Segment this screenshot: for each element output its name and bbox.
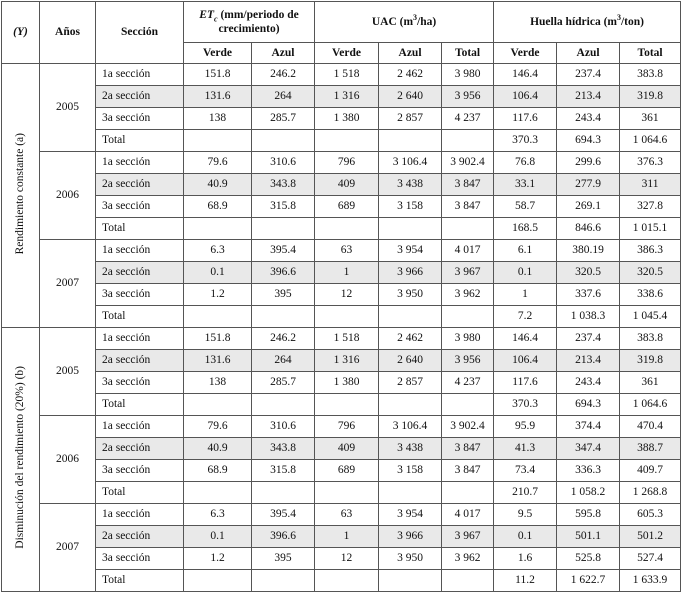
et-verde-cell: 1.2 — [184, 284, 252, 306]
empty-cell — [442, 306, 494, 328]
hh-azul-cell: 269.1 — [557, 196, 620, 218]
et-verde-cell: 0.1 — [184, 526, 252, 548]
section-cell: 2a sección — [96, 438, 184, 460]
section-cell: 1a sección — [96, 416, 184, 438]
hh-azul-cell: 595.8 — [557, 504, 620, 526]
uac-total-cell: 3 967 — [442, 526, 494, 548]
et-verde-cell: 40.9 — [184, 438, 252, 460]
etc-unit: (mm/periodo de crecimiento) — [217, 9, 299, 35]
section-cell: 1a sección — [96, 504, 184, 526]
et-verde-cell: 1.2 — [184, 548, 252, 570]
et-azul-cell: 246.2 — [252, 64, 315, 86]
uac-verde-cell: 796 — [315, 152, 379, 174]
section-cell: 3a sección — [96, 460, 184, 482]
table-row — [2, 416, 681, 438]
uac-azul-cell: 2 640 — [379, 86, 442, 108]
empty-cell — [315, 482, 379, 504]
et-verde-cell: 151.8 — [184, 64, 252, 86]
total-label: Total — [96, 218, 184, 240]
etc-column-header — [184, 2, 315, 43]
et-azul-cell: 285.7 — [252, 108, 315, 130]
uac-total-cell: 3 967 — [442, 262, 494, 284]
section-cell: 3a sección — [96, 108, 184, 130]
section-cell: 3a sección — [96, 284, 184, 306]
table-row — [2, 526, 681, 548]
hh-azul-header: Azul — [557, 43, 620, 64]
total-hh-verde-cell: 168.5 — [494, 218, 557, 240]
uac-azul-header: Azul — [379, 43, 442, 64]
table-row — [2, 64, 681, 86]
empty-cell — [252, 482, 315, 504]
uac-verde-cell: 1 518 — [315, 328, 379, 350]
hh-azul-cell: 374.4 — [557, 416, 620, 438]
hh-total-cell: 361 — [620, 372, 681, 394]
hh-total-header: Total — [620, 43, 681, 64]
empty-cell — [184, 306, 252, 328]
total-hh-azul-cell: 694.3 — [557, 394, 620, 416]
scenario-label: Disminución del rendimiento (20%) (b) — [14, 366, 26, 549]
uac-azul-cell: 2 857 — [379, 108, 442, 130]
hh-verde-cell: 58.7 — [494, 196, 557, 218]
et-verde-cell: 6.3 — [184, 504, 252, 526]
hh-azul-cell: 237.4 — [557, 64, 620, 86]
year-cell: 2007 — [40, 240, 96, 328]
et-azul-cell: 396.6 — [252, 262, 315, 284]
et-azul-cell: 264 — [252, 86, 315, 108]
empty-cell — [315, 570, 379, 592]
empty-cell — [442, 130, 494, 152]
uac-azul-cell: 3 106.4 — [379, 416, 442, 438]
et-azul-cell: 396.6 — [252, 526, 315, 548]
total-label: Total — [96, 130, 184, 152]
total-row — [2, 130, 681, 152]
hh-prefix: Huella hídrica (m — [530, 15, 617, 28]
total-label: Total — [96, 482, 184, 504]
hh-total-cell: 376.3 — [620, 152, 681, 174]
hh-superscript: 3 — [616, 12, 621, 22]
total-label: Total — [96, 394, 184, 416]
water-footprint-table — [1, 1, 681, 592]
uac-verde-cell: 796 — [315, 416, 379, 438]
empty-cell — [252, 570, 315, 592]
section-cell: 1a sección — [96, 240, 184, 262]
et-azul-cell: 395.4 — [252, 504, 315, 526]
scenario-label-cell — [2, 64, 40, 328]
uac-azul-cell: 3 966 — [379, 262, 442, 284]
uac-total-cell: 3 980 — [442, 64, 494, 86]
uac-azul-cell: 3 158 — [379, 460, 442, 482]
header-row-1 — [2, 2, 681, 43]
et-azul-cell: 310.6 — [252, 152, 315, 174]
empty-cell — [379, 130, 442, 152]
et-azul-cell: 395 — [252, 284, 315, 306]
etc-azul-header: Azul — [252, 43, 315, 64]
y-column-label: (Y) — [13, 26, 28, 38]
total-hh-total-cell: 1 045.4 — [620, 306, 681, 328]
total-hh-azul-cell: 846.6 — [557, 218, 620, 240]
scenario-label: Rendimiento constante (a) — [14, 132, 26, 255]
hh-suffix: /ton) — [620, 15, 644, 28]
table-row — [2, 438, 681, 460]
et-azul-cell: 310.6 — [252, 416, 315, 438]
total-hh-verde-cell: 11.2 — [494, 570, 557, 592]
hh-total-cell: 388.7 — [620, 438, 681, 460]
total-hh-verde-cell: 370.3 — [494, 394, 557, 416]
etc-verde-header: Verde — [184, 43, 252, 64]
uac-verde-cell: 1 518 — [315, 64, 379, 86]
uac-total-cell: 3 902.4 — [442, 152, 494, 174]
table-row — [2, 240, 681, 262]
hh-azul-cell: 337.6 — [557, 284, 620, 306]
section-cell: 3a sección — [96, 548, 184, 570]
empty-cell — [442, 218, 494, 240]
empty-cell — [442, 482, 494, 504]
total-hh-total-cell: 1 064.6 — [620, 130, 681, 152]
hh-azul-cell: 237.4 — [557, 328, 620, 350]
section-cell: 2a sección — [96, 350, 184, 372]
table-row — [2, 152, 681, 174]
et-azul-cell: 315.8 — [252, 460, 315, 482]
uac-azul-cell: 2 640 — [379, 350, 442, 372]
uac-azul-cell: 3 438 — [379, 438, 442, 460]
uac-verde-cell: 1 380 — [315, 372, 379, 394]
hh-total-cell: 470.4 — [620, 416, 681, 438]
empty-cell — [252, 130, 315, 152]
uac-azul-cell: 3 954 — [379, 504, 442, 526]
section-cell: 2a sección — [96, 526, 184, 548]
total-hh-total-cell: 1 633.9 — [620, 570, 681, 592]
year-cell: 2005 — [40, 64, 96, 152]
section-cell: 2a sección — [96, 262, 184, 284]
hh-verde-cell: 117.6 — [494, 108, 557, 130]
total-hh-verde-cell: 370.3 — [494, 130, 557, 152]
empty-cell — [184, 130, 252, 152]
uac-azul-cell: 2 462 — [379, 64, 442, 86]
uac-verde-cell: 12 — [315, 284, 379, 306]
uac-total-cell: 3 962 — [442, 284, 494, 306]
uac-column-header — [315, 2, 494, 43]
et-verde-cell: 131.6 — [184, 350, 252, 372]
hh-verde-cell: 146.4 — [494, 328, 557, 350]
section-cell: 2a sección — [96, 174, 184, 196]
hh-total-cell: 383.8 — [620, 64, 681, 86]
hh-total-cell: 311 — [620, 174, 681, 196]
table-row — [2, 86, 681, 108]
empty-cell — [379, 394, 442, 416]
uac-verde-cell: 409 — [315, 174, 379, 196]
hh-total-cell: 605.3 — [620, 504, 681, 526]
uac-suffix: /ha) — [417, 15, 437, 28]
hh-azul-cell: 277.9 — [557, 174, 620, 196]
uac-verde-cell: 689 — [315, 460, 379, 482]
total-hh-azul-cell: 694.3 — [557, 130, 620, 152]
uac-azul-cell: 3 966 — [379, 526, 442, 548]
hh-verde-cell: 0.1 — [494, 262, 557, 284]
etc-symbol: ET — [199, 9, 214, 21]
water-footprint-column-header — [494, 2, 681, 43]
empty-cell — [315, 394, 379, 416]
total-hh-azul-cell: 1 038.3 — [557, 306, 620, 328]
uac-verde-cell: 63 — [315, 504, 379, 526]
hh-verde-cell: 146.4 — [494, 64, 557, 86]
et-azul-cell: 246.2 — [252, 328, 315, 350]
section-column-header: Sección — [96, 2, 184, 64]
uac-total-cell: 3 980 — [442, 328, 494, 350]
hh-total-cell: 409.7 — [620, 460, 681, 482]
empty-cell — [184, 570, 252, 592]
uac-azul-cell: 3 954 — [379, 240, 442, 262]
hh-verde-cell: 33.1 — [494, 174, 557, 196]
et-azul-cell: 343.8 — [252, 174, 315, 196]
year-cell: 2006 — [40, 416, 96, 504]
hh-total-cell: 319.8 — [620, 86, 681, 108]
uac-total-cell: 3 847 — [442, 174, 494, 196]
table-row — [2, 262, 681, 284]
total-row — [2, 394, 681, 416]
empty-cell — [252, 218, 315, 240]
y-column-header — [2, 2, 40, 64]
table-row — [2, 372, 681, 394]
total-hh-azul-cell: 1 622.7 — [557, 570, 620, 592]
uac-azul-cell: 3 950 — [379, 548, 442, 570]
hh-total-cell: 327.8 — [620, 196, 681, 218]
hh-azul-cell: 299.6 — [557, 152, 620, 174]
uac-verde-cell: 1 316 — [315, 86, 379, 108]
uac-azul-cell: 3 950 — [379, 284, 442, 306]
empty-cell — [315, 130, 379, 152]
hh-azul-cell: 213.4 — [557, 350, 620, 372]
table-row — [2, 174, 681, 196]
scenario-label-cell — [2, 328, 40, 592]
table-row — [2, 504, 681, 526]
uac-total-cell: 3 956 — [442, 350, 494, 372]
uac-total-cell: 3 956 — [442, 86, 494, 108]
total-hh-azul-cell: 1 058.2 — [557, 482, 620, 504]
et-azul-cell: 264 — [252, 350, 315, 372]
empty-cell — [315, 306, 379, 328]
hh-verde-cell: 73.4 — [494, 460, 557, 482]
section-cell: 3a sección — [96, 372, 184, 394]
uac-azul-cell: 3 106.4 — [379, 152, 442, 174]
hh-verde-cell: 117.6 — [494, 372, 557, 394]
uac-total-header: Total — [442, 43, 494, 64]
uac-total-cell: 3 847 — [442, 460, 494, 482]
et-azul-cell: 395.4 — [252, 240, 315, 262]
hh-total-cell: 527.4 — [620, 548, 681, 570]
section-cell: 1a sección — [96, 328, 184, 350]
hh-azul-cell: 213.4 — [557, 86, 620, 108]
hh-verde-cell: 76.8 — [494, 152, 557, 174]
et-azul-cell: 315.8 — [252, 196, 315, 218]
uac-total-cell: 3 847 — [442, 438, 494, 460]
year-cell: 2007 — [40, 504, 96, 592]
hh-verde-header: Verde — [494, 43, 557, 64]
section-cell: 1a sección — [96, 64, 184, 86]
total-hh-verde-cell: 7.2 — [494, 306, 557, 328]
total-label: Total — [96, 306, 184, 328]
table-row — [2, 328, 681, 350]
empty-cell — [379, 306, 442, 328]
hh-total-cell: 338.6 — [620, 284, 681, 306]
empty-cell — [252, 394, 315, 416]
uac-prefix: UAC (m — [371, 15, 414, 28]
empty-cell — [252, 306, 315, 328]
hh-total-cell: 320.5 — [620, 262, 681, 284]
et-azul-cell: 343.8 — [252, 438, 315, 460]
et-verde-cell: 68.9 — [184, 460, 252, 482]
hh-azul-cell: 243.4 — [557, 108, 620, 130]
hh-verde-cell: 95.9 — [494, 416, 557, 438]
uac-azul-cell: 3 438 — [379, 174, 442, 196]
uac-azul-cell: 3 158 — [379, 196, 442, 218]
empty-cell — [184, 482, 252, 504]
empty-cell — [184, 218, 252, 240]
uac-total-cell: 3 902.4 — [442, 416, 494, 438]
uac-verde-cell: 409 — [315, 438, 379, 460]
et-verde-cell: 0.1 — [184, 262, 252, 284]
table-row — [2, 460, 681, 482]
empty-cell — [184, 394, 252, 416]
uac-verde-cell: 12 — [315, 548, 379, 570]
years-column-header: Años — [40, 2, 96, 64]
table-body — [2, 64, 681, 592]
total-label: Total — [96, 570, 184, 592]
et-verde-cell: 138 — [184, 108, 252, 130]
total-hh-total-cell: 1 015.1 — [620, 218, 681, 240]
uac-verde-cell: 1 — [315, 262, 379, 284]
et-verde-cell: 40.9 — [184, 174, 252, 196]
uac-total-cell: 3 847 — [442, 196, 494, 218]
hh-verde-cell: 41.3 — [494, 438, 557, 460]
hh-azul-cell: 243.4 — [557, 372, 620, 394]
hh-azul-cell: 336.3 — [557, 460, 620, 482]
hh-total-cell: 319.8 — [620, 350, 681, 372]
et-azul-cell: 285.7 — [252, 372, 315, 394]
uac-verde-cell: 689 — [315, 196, 379, 218]
hh-verde-cell: 1.6 — [494, 548, 557, 570]
uac-total-cell: 4 017 — [442, 240, 494, 262]
uac-total-cell: 4 237 — [442, 108, 494, 130]
uac-total-cell: 4 237 — [442, 372, 494, 394]
total-hh-verde-cell: 210.7 — [494, 482, 557, 504]
table-row — [2, 350, 681, 372]
et-verde-cell: 138 — [184, 372, 252, 394]
empty-cell — [315, 218, 379, 240]
hh-azul-cell: 525.8 — [557, 548, 620, 570]
hh-azul-cell: 501.1 — [557, 526, 620, 548]
etc-subscript: c — [214, 14, 218, 24]
total-hh-total-cell: 1 064.6 — [620, 394, 681, 416]
hh-total-cell: 383.8 — [620, 328, 681, 350]
uac-verde-header: Verde — [315, 43, 379, 64]
hh-verde-cell: 9.5 — [494, 504, 557, 526]
table-row — [2, 196, 681, 218]
et-verde-cell: 68.9 — [184, 196, 252, 218]
empty-cell — [379, 570, 442, 592]
section-cell: 2a sección — [96, 86, 184, 108]
hh-azul-cell: 320.5 — [557, 262, 620, 284]
empty-cell — [379, 482, 442, 504]
hh-verde-cell: 1 — [494, 284, 557, 306]
uac-total-cell: 4 017 — [442, 504, 494, 526]
total-hh-total-cell: 1 268.8 — [620, 482, 681, 504]
total-row — [2, 482, 681, 504]
uac-verde-cell: 1 — [315, 526, 379, 548]
hh-total-cell: 386.3 — [620, 240, 681, 262]
empty-cell — [379, 218, 442, 240]
hh-verde-cell: 106.4 — [494, 86, 557, 108]
uac-superscript: 3 — [413, 12, 418, 22]
section-cell: 1a sección — [96, 152, 184, 174]
uac-total-cell: 3 962 — [442, 548, 494, 570]
et-azul-cell: 395 — [252, 548, 315, 570]
table-row — [2, 548, 681, 570]
year-cell: 2006 — [40, 152, 96, 240]
uac-azul-cell: 2 857 — [379, 372, 442, 394]
empty-cell — [442, 394, 494, 416]
et-verde-cell: 6.3 — [184, 240, 252, 262]
et-verde-cell: 131.6 — [184, 86, 252, 108]
hh-azul-cell: 347.4 — [557, 438, 620, 460]
total-row — [2, 570, 681, 592]
hh-total-cell: 361 — [620, 108, 681, 130]
uac-verde-cell: 1 380 — [315, 108, 379, 130]
et-verde-cell: 151.8 — [184, 328, 252, 350]
table-row — [2, 108, 681, 130]
uac-azul-cell: 2 462 — [379, 328, 442, 350]
table-row — [2, 284, 681, 306]
hh-verde-cell: 0.1 — [494, 526, 557, 548]
uac-verde-cell: 63 — [315, 240, 379, 262]
hh-verde-cell: 6.1 — [494, 240, 557, 262]
total-row — [2, 306, 681, 328]
section-cell: 3a sección — [96, 196, 184, 218]
hh-total-cell: 501.2 — [620, 526, 681, 548]
hh-verde-cell: 106.4 — [494, 350, 557, 372]
year-cell: 2005 — [40, 328, 96, 416]
uac-verde-cell: 1 316 — [315, 350, 379, 372]
et-verde-cell: 79.6 — [184, 152, 252, 174]
hh-azul-cell: 380.19 — [557, 240, 620, 262]
total-row — [2, 218, 681, 240]
empty-cell — [442, 570, 494, 592]
et-verde-cell: 79.6 — [184, 416, 252, 438]
